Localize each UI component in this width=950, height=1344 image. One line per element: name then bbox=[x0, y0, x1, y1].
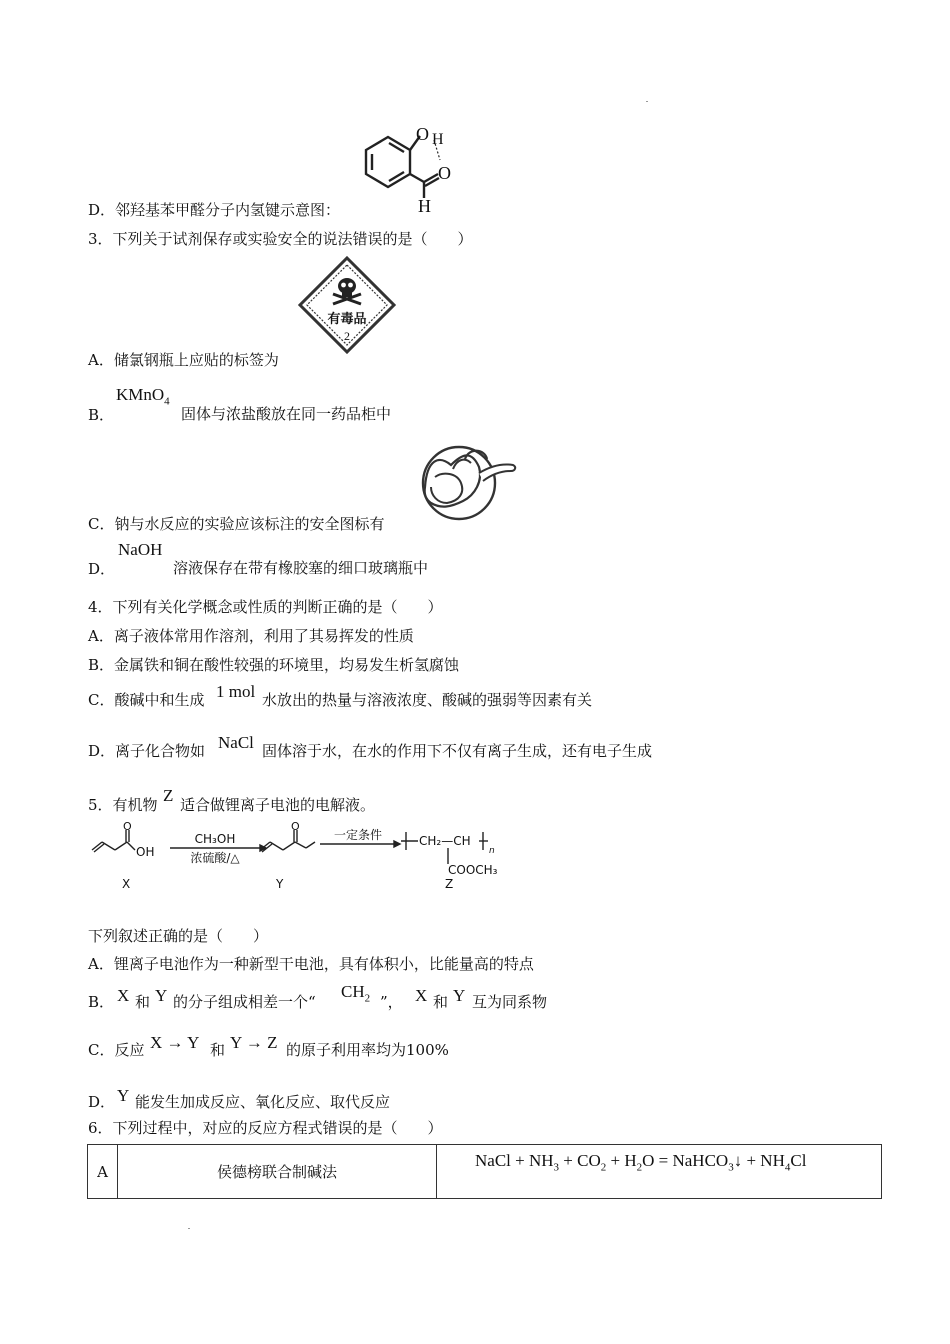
q4-option-c-text: 水放出的热量与溶液浓度、酸碱的强弱等因素有关 bbox=[262, 691, 593, 709]
q5-option-b-prefix: B． bbox=[88, 993, 115, 1011]
reaction-scheme bbox=[88, 820, 508, 892]
salicylaldehyde-hbond-diagram bbox=[360, 122, 460, 216]
one-mol-formula: 1 mol bbox=[216, 682, 256, 701]
q3-option-a: A．储氯钢瓶上应贴的标签为 bbox=[88, 351, 279, 369]
toxic-gas-hazard-label bbox=[298, 256, 396, 354]
q4-option-c-prefix: C．酸碱中和生成 bbox=[88, 691, 205, 709]
hazard-class-number: 2 bbox=[344, 329, 350, 343]
var-z: Z bbox=[163, 786, 174, 805]
q3-option-d-text: 溶液保存在带有橡胶塞的细口玻璃瓶中 bbox=[173, 559, 429, 577]
label-y: Y bbox=[276, 877, 284, 891]
q3-option-d-prefix: D． bbox=[88, 560, 116, 578]
q6-stem: 6．下列过程中，对应的反应方程式错误的是（ ） bbox=[88, 1119, 443, 1137]
q4-stem: 4．下列有关化学概念或性质的判断正确的是（ ） bbox=[88, 598, 443, 616]
q5-option-b-mid: 的分子组成相差一个“ bbox=[173, 993, 316, 1011]
table-row bbox=[88, 1145, 882, 1199]
reaction-y-to-z: Y → Z bbox=[230, 1033, 278, 1052]
q5-option-b-quote: ”， bbox=[380, 993, 403, 1011]
he-text: 和 bbox=[210, 1041, 226, 1059]
q4-option-d-prefix: D．离子化合物如 bbox=[88, 742, 206, 760]
eq-sub: 4 bbox=[784, 1161, 791, 1174]
label-x: X bbox=[122, 877, 131, 891]
q4-option-b: B．金属铁和铜在酸性较强的环境里，均易发生析氢腐蚀 bbox=[88, 656, 460, 674]
stray-dot bbox=[646, 101, 648, 102]
q3-option-c: C．钠与水反应的实验应该标注的安全图标有 bbox=[88, 515, 385, 533]
eq-part: ↓ + NH bbox=[733, 1151, 785, 1170]
polymer-backbone: CH₂—CH bbox=[419, 834, 471, 848]
q4-option-a: A．离子液体常用作溶剂，利用了其易挥发的性质 bbox=[88, 627, 414, 645]
q5-option-a: A．锂离子电池作为一种新型干电池，具有体积小，比能量高的特点 bbox=[88, 955, 534, 973]
formula-main: KMnO bbox=[116, 385, 165, 404]
eq-sub: 3 bbox=[728, 1161, 734, 1174]
var-y: Y bbox=[117, 1086, 130, 1105]
q5-stem-text: 适合做锂离子电池的电解液。 bbox=[180, 796, 376, 814]
q3-option-b-text: 固体与浓盐酸放在同一药品柜中 bbox=[181, 405, 392, 423]
kmno4-formula bbox=[116, 385, 170, 407]
reagent-methanol: CH₃OH bbox=[194, 832, 236, 846]
formula-subscript: 4 bbox=[164, 395, 170, 408]
eq-part: + H bbox=[606, 1151, 637, 1170]
process-cell: 侯德榜联合制碱法 bbox=[118, 1145, 437, 1199]
eq-part: O = NaHCO bbox=[642, 1151, 729, 1170]
q6-table bbox=[87, 1144, 882, 1199]
naoh-formula: NaOH bbox=[118, 540, 163, 559]
atom-label: H bbox=[432, 131, 444, 148]
var-x: X bbox=[415, 986, 428, 1005]
atom-label: O bbox=[438, 163, 451, 183]
eq-sub: 2 bbox=[600, 1161, 607, 1174]
formula-subscript: 2 bbox=[364, 992, 371, 1005]
o-label: O bbox=[291, 820, 300, 833]
var-y: Y bbox=[453, 986, 466, 1005]
polymer-subscript-n: n bbox=[489, 846, 495, 856]
nacl-formula: NaCl bbox=[218, 733, 254, 752]
q5-stem-prefix: 5．有机物 bbox=[88, 796, 158, 814]
q5-option-d-text: 能发生加成反应、氧化反应、取代反应 bbox=[135, 1093, 391, 1111]
ch2-formula bbox=[341, 982, 370, 1004]
eq-sub: 3 bbox=[553, 1161, 560, 1174]
polymer-sidechain: COOCH₃ bbox=[448, 863, 498, 877]
hazard-label-text: 有毒品 bbox=[327, 312, 367, 327]
formula-main: CH bbox=[341, 982, 365, 1001]
eq-part: + CO bbox=[559, 1151, 601, 1170]
o-label: O bbox=[123, 820, 132, 833]
q2-option-d: D．邻羟基苯甲醛分子内氢键示意图： bbox=[88, 201, 341, 219]
equation-cell bbox=[437, 1145, 882, 1199]
he-text: 和 bbox=[433, 993, 449, 1011]
q5-option-b-end: 互为同系物 bbox=[472, 993, 548, 1011]
atom-label: O bbox=[416, 124, 429, 144]
atom-label: H bbox=[418, 196, 431, 216]
eq-sub: 2 bbox=[636, 1161, 643, 1174]
var-y: Y bbox=[155, 986, 168, 1005]
he-text: 和 bbox=[135, 993, 151, 1011]
var-x: X bbox=[117, 986, 130, 1005]
q3-stem: 3．下列关于试剂保存或实验安全的说法错误的是（ ） bbox=[88, 230, 473, 248]
reagent-condition: 一定条件 bbox=[333, 828, 383, 842]
reagent-sulfuric-acid: 浓硫酸/△ bbox=[190, 851, 240, 865]
label-z: Z bbox=[445, 877, 454, 891]
oh-label: OH bbox=[136, 845, 155, 859]
q3-option-b-prefix: B． bbox=[88, 406, 115, 424]
q5-question: 下列叙述正确的是（ ） bbox=[88, 927, 269, 945]
q5-option-d-prefix: D． bbox=[88, 1093, 116, 1111]
reaction-x-to-y: X → Y bbox=[150, 1033, 200, 1052]
hot-hazard-safety-icon bbox=[413, 437, 521, 521]
stray-dot bbox=[188, 1228, 190, 1229]
q4-option-d-text: 固体溶于水，在水的作用下不仅有离子生成，还有电子生成 bbox=[262, 742, 653, 760]
eq-part: Cl bbox=[790, 1151, 807, 1170]
q5-option-c-prefix: C．反应 bbox=[88, 1041, 145, 1059]
eq-part: NaCl + NH bbox=[475, 1151, 554, 1170]
q5-option-c-end: 的原子利用率均为100% bbox=[286, 1041, 449, 1059]
row-label: A bbox=[88, 1145, 118, 1199]
